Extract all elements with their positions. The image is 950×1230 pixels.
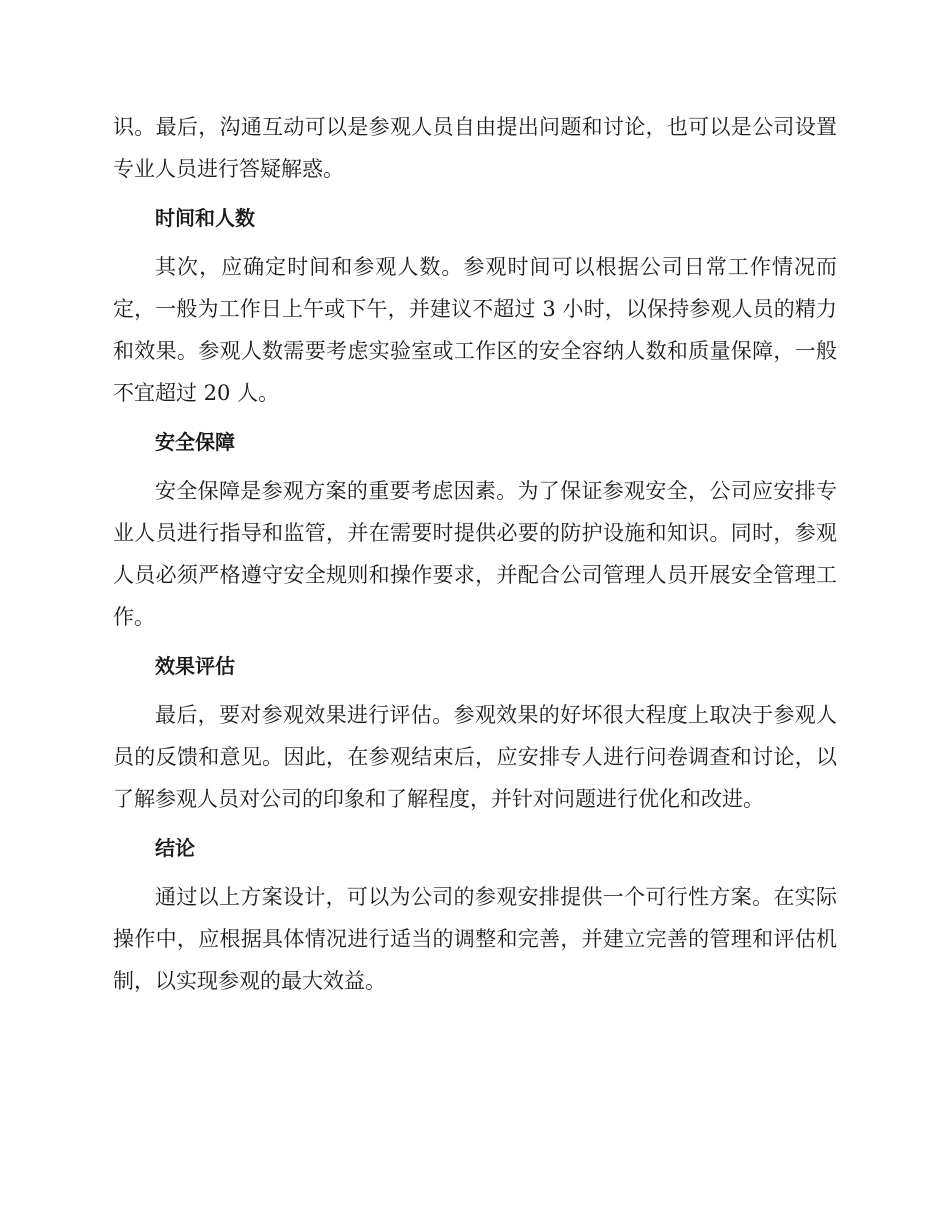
section-paragraph-conclusion: 通过以上方案设计，可以为公司的参观安排提供一个可行性方案。在实际操作中，应根据具体情况进行适当的调整和完善，并建立完善的管理和评估机制，以实现参观的最大效益。 [113, 885, 837, 993]
document-page [113, 106, 837, 1002]
section-paragraph-evaluation: 最后，要对参观效果进行评估。参观效果的好坏很大程度上取决于参观人员的反馈和意见。因此，在参观结束后，应安排专人进行问卷调查和讨论，以了解参观人员对公司的印象和了解程度，并针对问题进行优化和改进。 [113, 703, 837, 811]
section-heading-evaluation: 效果评估 [155, 654, 235, 678]
section-heading-conclusion: 结论 [155, 836, 195, 860]
section-heading-safety: 安全保障 [155, 430, 235, 454]
section-paragraph-time: 其次，应确定时间和参观人数。参观时间可以根据公司日常工作情况而定，一般为工作日上午或下午，并建议不超过 3 小时，以保持参观人员的精力和效果。参观人数需要考虑实验室或工作区的安全容纳人数和质量保障，一般不宜超过 20 人。 [113, 255, 837, 405]
intro-continuation-paragraph: 识。最后，沟通互动可以是参观人员自由提出问题和讨论，也可以是公司设置专业人员进行答疑解惑。 [113, 115, 837, 181]
section-heading-time: 时间和人数 [155, 206, 255, 230]
section-paragraph-safety: 安全保障是参观方案的重要考虑因素。为了保证参观安全，公司应安排专业人员进行指导和监管，并在需要时提供必要的防护设施和知识。同时，参观人员必须严格遵守安全规则和操作要求，并配合公司管理人员开展安全管理工作。 [113, 479, 837, 629]
